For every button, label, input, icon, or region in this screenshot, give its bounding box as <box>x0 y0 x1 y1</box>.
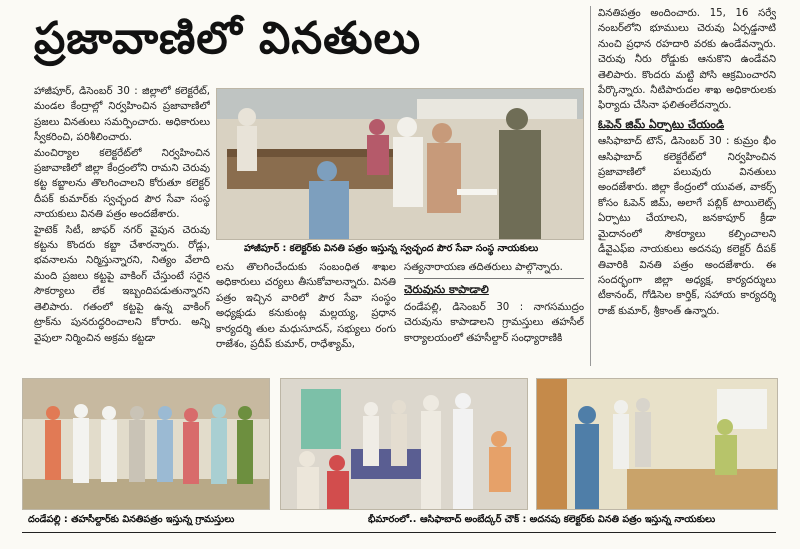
story-paragraph: హాజీపూర్‌, డిసెంబర్‌ 30 : జిల్లాలో కలెక్టరేట్‌, మండల కేంద్రాల్లో నిర్వహించిన ప్రజావాణిలో ప్రజలు వినతులు సమర్పించారు. అధికారులు స్వీకరించి, పరిశీలించారు. <box>34 86 210 144</box>
story-right-body: ఆసిఫాబాద్‌ టౌన్‌, డిసెంబర్‌ 30 : కుమ్రం భీం ఆసిఫాబాద్‌ కలెక్టరేట్‌లో నిర్వహించిన ప్రజావాణిలో పలువురు వినతులు అందజేశారు. జిల్లా కేంద్రంలో యువత, వాకర్స్‌ కోసం ఓపెన్‌ జిమ్‌, అలాగే పబ్లిక్‌ టాయిలెట్స్‌ ఏర్పాటు చేయాలని, జనకాపూర్‌ క్రీడా మైదానంలో సౌకర్యాలు కల్పించాలని డీవైఎఫ్‌ఐ నాయకులు అదనపు కలెక్టర్‌ దీపక్‌ తివారికి వినతి పత్రం అందజేశారు. ఈ సందర్భంగా జిల్లా అధ్యక్ష, కార్యదర్శులు టీకానంద్‌, గోడిసెల కార్తిక్‌, సహాయ కార్యదర్శి రాజ్‌ కుమార్‌, శ్రీకాంత్‌ ఉన్నారు. <box>598 136 776 317</box>
divider <box>404 278 584 279</box>
story-lead-in: సత్యనారాయణ తదితరులు పాల్గొన్నారు. <box>404 262 563 273</box>
main-photo-caption: హాజీపూర్‌ : కలెక్టర్‌కు వినతి పత్రం ఇస్తున్న స్వచ్ఛంద పౌర సేవా సంస్థ నాయకులు <box>244 243 539 254</box>
photo-left-caption: దండేపల్లి : తహసీల్దార్‌కు వినతిపత్రం ఇస్తున్న గ్రామస్తులు <box>28 514 235 525</box>
story-cheruvu-body: దండేపల్లి, డిసెంబర్‌ 30 : నాగసముద్రం చెరువును కాపాడాలని గ్రామస్తులు తహసీల్‌ కార్యాలయంలో తహసీల్దార్‌ సంధ్యారాణికి <box>404 301 584 344</box>
story-right-column <box>598 6 776 371</box>
photo-right-caption: ఆసిఫాబాద్‌ అంబేద్కర్‌ చౌక్‌ : అదనపు కలెక్టర్‌కు వినతి పత్రం ఇస్తున్న నాయకులు <box>420 514 716 525</box>
photo-left <box>22 378 270 510</box>
story-cheruvu-heading: చెరువును కాపాడాలి <box>404 283 489 297</box>
photo-middle <box>280 378 528 510</box>
photo-middle-caption: భీమారంలో.. <box>368 514 417 525</box>
photo-right <box>536 378 778 510</box>
story-right-heading: ఓపెన్‌ జిమ్‌ ఏర్పాటు చేయండి <box>598 117 725 131</box>
story-paragraph: హైటెక్‌ సిటీ, జాఫర్‌ నగర్‌ వైపున చెరువు కట్టను కొందరు కబ్జా చేశారన్నారు. రోడ్లు, భవనాలను నిర్మిస్తున్నారని, నిత్యం వేలాది మంది ప్రజలు కట్టపై వాకింగ్‌ చేస్తుంటే సరైన సౌకర్యాలు లేక ఇబ్బందిపడుతున్నారని తెలిపారు. గతంలో కట్టపై ఉన్న వాకింగ్‌ ట్రాక్‌ను పునరుద్ధరించాలని కోరారు. అన్ని వైపులా నిర్మించిన అక్రమ కట్టడా <box>34 224 210 344</box>
story-main-column <box>34 84 210 384</box>
story-cheruvu-column <box>404 260 584 380</box>
headline: ప్రజావాణిలో వినతులు <box>34 13 422 64</box>
story-main-continued: లను తొలగించేందుకు సంబంధిత శాఖల అధికారులు చర్యలు తీసుకోవాలన్నారు. వినతి పత్రం ఇచ్చిన వారిలో పౌర సేవా సంస్థం అధ్యక్షుడు కనుకుంట్ల మల్లయ్య, ప్రధాన కార్యదర్శి తుల మధుసూదన్‌, సభ్యులు రంగు రాజేశం, ప్రదీప్‌ కుమార్‌, రాధేశ్యామ్‌, <box>216 262 396 351</box>
story-right-top: వినతిపత్రం అందించారు. 15, 16 సర్వే నంబర్‌లోని భూములు చెరువు ఏర్పడ్డనాటి నుంచి ప్రధాన రహదారి వరకు ఉండేవన్నారు. చెరువు నీరు రోడ్డుకు ఆనుకొని ఉండేవని తెలిపారు. కొందరు మట్టి పోసి ఆక్రమించారని పేర్కొన్నారు. నీటిపారుదల శాఖ అధికారులకు ఫిర్యాదు చేసినా ఫలితంలేదన్నారు. <box>598 8 776 112</box>
story-paragraph: మంచిర్యాల కలెక్టరేట్‌లో నిర్వహించిన ప్రజావాణిలో జిల్లా కేంద్రంలోని రామని చెరువు కట్ట కబ్జాలను తొలగించాలని కోరుతూ కలెక్టర్‌ దీపక్‌ కుమార్‌కు స్వచ్ఛంద పౌర సేవా సంస్థ నాయకులు వినతి పత్రం అందజేశారు. <box>34 147 210 221</box>
column-divider <box>590 6 591 366</box>
main-photo <box>216 88 584 240</box>
bottom-rule <box>22 532 776 533</box>
